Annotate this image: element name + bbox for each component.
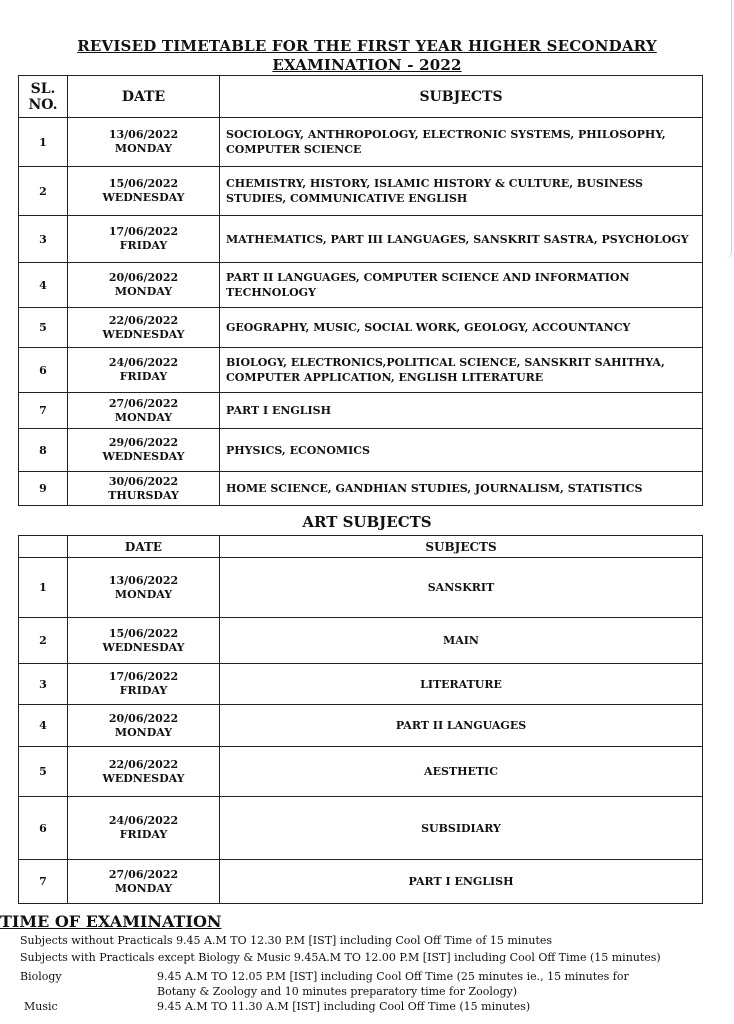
table-row [19, 308, 703, 348]
note-without-practicals: Subjects without Practicals 9.45 A.M TO 12.30 P.M [IST] including Cool Off Time of 15 minutes [20, 934, 553, 947]
row-date: 13/06/2022 [108, 128, 179, 141]
row-number: 9 [19, 472, 68, 506]
row-date: 22/06/2022 [108, 313, 179, 327]
row-date: 27/06/2022 [108, 396, 179, 410]
row-date: 17/06/2022 [108, 225, 179, 238]
row-subjects: PART II LANGUAGES [220, 705, 703, 747]
col-header-date: DATE [68, 76, 220, 118]
table-row [19, 860, 703, 904]
note-with-practicals: Subjects with Practicals except Biology & Music 9.45A.M TO 12.00 P.M [IST] including Cool Off Time (15 minutes) [20, 951, 661, 964]
table-row [19, 393, 703, 429]
row-date-cell [68, 664, 220, 705]
main-timetable [18, 75, 703, 506]
row-day: MONDAY [114, 142, 173, 155]
table-row [19, 348, 703, 393]
row-date-cell [68, 118, 220, 167]
row-number: 3 [19, 664, 68, 705]
row-subjects: SANSKRIT [220, 558, 703, 618]
row-subjects: HOME SCIENCE, GANDHIAN STUDIES, JOURNALISM, STATISTICS [220, 472, 703, 506]
note-biology-line-1: 9.45 A.M TO 12.05 P.M [IST] including Cool Off Time (25 minutes ie., 15 minutes for [157, 970, 629, 983]
table-header-row [19, 536, 703, 558]
row-date-cell [68, 618, 220, 664]
col-header-subjects: SUBJECTS [220, 536, 703, 558]
row-date-cell [68, 705, 220, 747]
row-day: WEDNESDAY [102, 191, 185, 204]
title-line-2: EXAMINATION - 2022 [272, 56, 462, 74]
row-subjects: SOCIOLOGY, ANTHROPOLOGY, ELECTRONIC SYSTEMS, PHILOSOPHY, COMPUTER SCIENCE [220, 118, 703, 167]
row-day: MONDAY [114, 881, 173, 895]
row-subjects: PART I ENGLISH [220, 393, 703, 429]
col-header-subjects: SUBJECTS [220, 76, 703, 118]
row-number: 8 [19, 429, 68, 472]
row-subjects: BIOLOGY, ELECTRONICS,POLITICAL SCIENCE, SANSKRIT SAHITHYA, COMPUTER APPLICATION, ENGLISH LITERATURE [220, 348, 703, 393]
table-row [19, 797, 703, 860]
row-subjects: AESTHETIC [220, 747, 703, 797]
row-number: 6 [19, 348, 68, 393]
row-number: 5 [19, 308, 68, 348]
row-day: FRIDAY [119, 828, 168, 841]
row-date: 29/06/2022 [108, 436, 179, 449]
table-row [19, 263, 703, 308]
row-date-cell [68, 558, 220, 618]
row-subjects: PART II LANGUAGES, COMPUTER SCIENCE AND INFORMATION TECHNOLOGY [220, 263, 703, 308]
row-number: 6 [19, 797, 68, 860]
row-number: 3 [19, 216, 68, 263]
row-date-cell [68, 308, 220, 348]
row-day: WEDNESDAY [102, 640, 185, 654]
row-date: 15/06/2022 [108, 177, 179, 190]
row-day: WEDNESDAY [102, 450, 185, 463]
row-date-cell [68, 797, 220, 860]
row-day: WEDNESDAY [102, 327, 185, 341]
note-music-label: Music [24, 1000, 58, 1013]
row-number: 4 [19, 263, 68, 308]
row-day: WEDNESDAY [102, 771, 185, 785]
row-date-cell [68, 747, 220, 797]
table-row [19, 472, 703, 506]
row-date-cell [68, 167, 220, 216]
row-date: 13/06/2022 [108, 573, 179, 587]
note-biology-line-2: Botany & Zoology and 10 minutes preparatory time for Zoology) [157, 985, 518, 998]
row-subjects: SUBSIDIARY [220, 797, 703, 860]
table-row [19, 664, 703, 705]
row-day: MONDAY [114, 725, 173, 739]
table-row [19, 558, 703, 618]
note-biology-label: Biology [20, 970, 62, 983]
row-subjects: LITERATURE [220, 664, 703, 705]
row-date-cell [68, 393, 220, 429]
row-date-cell [68, 860, 220, 904]
row-number: 2 [19, 618, 68, 664]
table-row [19, 618, 703, 664]
row-number: 1 [19, 118, 68, 167]
row-number: 7 [19, 860, 68, 904]
row-date: 20/06/2022 [108, 271, 179, 284]
row-date-cell [68, 472, 220, 506]
row-date-cell [68, 429, 220, 472]
col-header-slno: SL. NO. [19, 76, 68, 118]
note-music-line: 9.45 A.M TO 11.30 A.M [IST] including Cool Off Time (15 minutes) [157, 1000, 531, 1013]
col-header-slno [19, 536, 68, 558]
col-header-date: DATE [68, 536, 220, 558]
row-subjects: MATHEMATICS, PART III LANGUAGES, SANSKRIT SASTRA, PSYCHOLOGY [220, 216, 703, 263]
table-row [19, 167, 703, 216]
table-row [19, 118, 703, 167]
row-date: 24/06/2022 [108, 356, 179, 369]
row-number: 4 [19, 705, 68, 747]
row-date: 17/06/2022 [108, 670, 179, 683]
row-number: 2 [19, 167, 68, 216]
row-day: MONDAY [114, 587, 173, 601]
row-subjects: MAIN [220, 618, 703, 664]
art-subjects-heading: ART SUBJECTS [302, 513, 432, 531]
row-subjects: CHEMISTRY, HISTORY, ISLAMIC HISTORY & CULTURE, BUSINESS STUDIES, COMMUNICATIVE ENGLISH [220, 167, 703, 216]
row-number: 1 [19, 558, 68, 618]
row-date: 22/06/2022 [108, 757, 179, 771]
row-number: 5 [19, 747, 68, 797]
row-day: MONDAY [114, 285, 173, 298]
row-date: 30/06/2022 [108, 474, 179, 488]
row-date: 15/06/2022 [108, 626, 179, 640]
row-date: 20/06/2022 [108, 711, 179, 725]
row-day: THURSDAY [108, 488, 179, 502]
row-number: 7 [19, 393, 68, 429]
row-date-cell [68, 348, 220, 393]
row-subjects: PHYSICS, ECONOMICS [220, 429, 703, 472]
row-day: FRIDAY [119, 370, 168, 383]
row-subjects: PART I ENGLISH [220, 860, 703, 904]
table-row [19, 216, 703, 263]
table-row [19, 705, 703, 747]
row-day: FRIDAY [119, 684, 168, 697]
title-line-1: REVISED TIMETABLE FOR THE FIRST YEAR HIGHER SECONDARY [77, 37, 657, 55]
row-date-cell [68, 216, 220, 263]
time-of-examination-heading: TIME OF EXAMINATION [0, 912, 222, 931]
row-day: FRIDAY [119, 239, 168, 252]
table-row [19, 747, 703, 797]
row-subjects: GEOGRAPHY, MUSIC, SOCIAL WORK, GEOLOGY, ACCOUNTANCY [220, 308, 703, 348]
table-header-row [19, 76, 703, 118]
art-timetable [18, 535, 703, 904]
row-day: MONDAY [114, 410, 173, 424]
row-date: 27/06/2022 [108, 867, 179, 881]
row-date: 24/06/2022 [108, 814, 179, 827]
table-row [19, 429, 703, 472]
row-date-cell [68, 263, 220, 308]
